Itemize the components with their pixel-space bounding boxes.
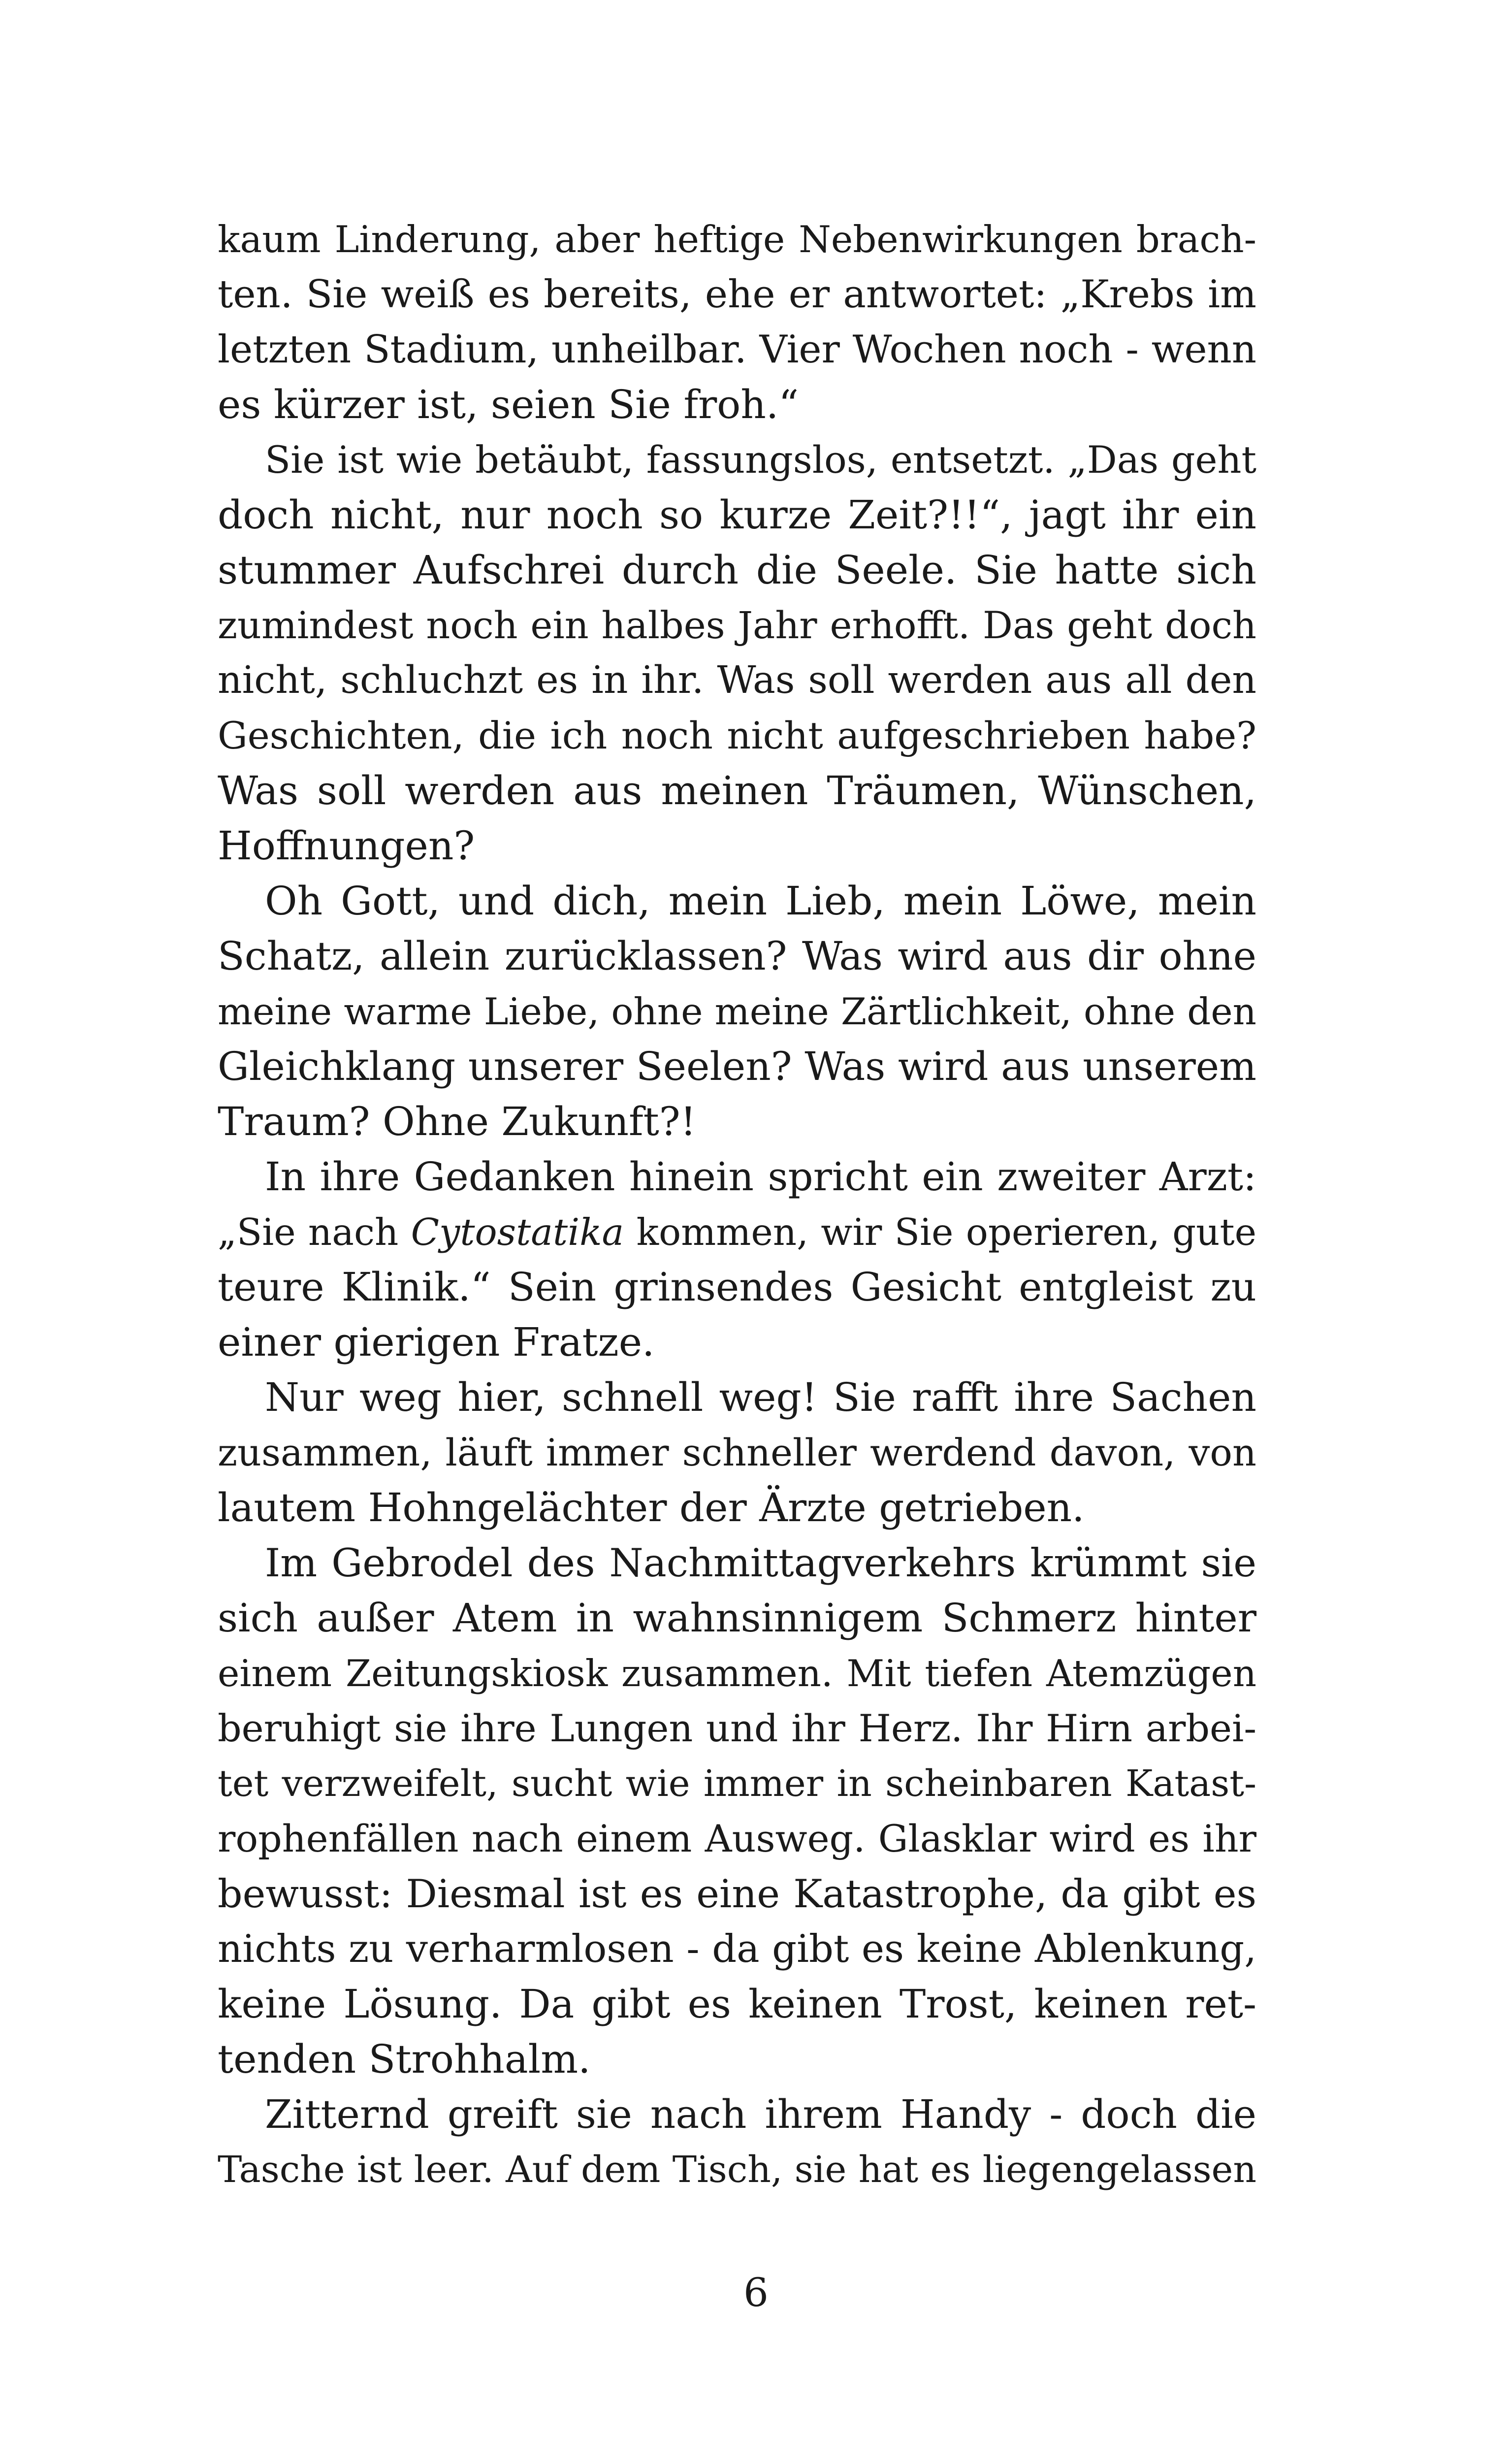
text-line: nicht, schluchzt es in ihr. Was soll werden aus all den [218,658,1256,702]
body-text [218,212,1256,2197]
italic-term: Cytostatika [411,1210,624,1254]
text-line: Sie ist wie betäubt, fassungslos, entsetzt. „Das geht [265,438,1256,482]
text-line: einer gierigen Fratze. [218,1319,655,1365]
text-line [218,1205,1256,1260]
text-line: zumindest noch ein halbes Jahr erhofft. Das geht doch [218,603,1256,647]
text-line: rophenfällen nach einem Ausweg. Glasklar wird es ihr [218,1817,1256,1860]
page-number: 6 [743,2270,769,2315]
text-line: Gleichklang unserer Seelen? Was wird aus unserem [218,1043,1256,1089]
text-line: meine warme Liebe, ohne meine Zärtlichkeit, ohne den [218,990,1256,1033]
text-line: zusammen, läuft immer schneller werdend davon, von [218,1431,1256,1474]
text-line: stummer Aufschrei durch die Seele. Sie hatte sich [218,547,1256,593]
text-line: beruhigt sie ihre Lungen und ihr Herz. Ihr Hirn arbei- [218,1706,1256,1750]
text-line: teure Klinik.“ Sein grinsendes Gesicht entgleist zu [218,1264,1256,1310]
text-line: einem Zeitungskiosk zusammen. Mit tiefen Atemzügen [218,1652,1256,1695]
text-line: Im Gebrodel des Nachmittagverkehrs krümmt sie [265,1540,1256,1586]
text-line: bewusst: Diesmal ist es eine Katastrophe, da gibt es [218,1871,1256,1917]
text-line: keine Lösung. Da gibt es keinen Trost, keinen ret- [218,1981,1256,2027]
text-line: es kürzer ist, seien Sie froh.“ [218,382,799,427]
text-line: sich außer Atem in wahnsinnigem Schmerz hinter [218,1595,1256,1641]
text-line: Geschichten, die ich noch nicht aufgeschrieben habe? [218,714,1256,757]
text-line: Zitternd greift sie nach ihrem Handy - doch die [265,2091,1256,2137]
text-line: Schatz, allein zurücklassen? Was wird aus dir ohne [218,933,1256,979]
text-line: tet verzweifelt, sucht wie immer in scheinbaren Katast- [218,1762,1256,1805]
text-line: ten. Sie weiß es bereits, ehe er antwortet: „Krebs im [218,272,1256,317]
text-line: Hoffnungen? [218,823,475,869]
text-line: letzten Stadium, unheilbar. Vier Wochen noch - wenn [218,327,1256,372]
text-line: kaum Linderung, aber heftige Nebenwirkungen brach- [218,218,1256,261]
text-line: Oh Gott, und dich, mein Lieb, mein Löwe, mein [265,878,1256,924]
text-line: tenden Strohhalm. [218,2036,591,2082]
text-line: Nur weg hier, schnell weg! Sie rafft ihre Sachen [265,1374,1256,1420]
text-line: lautem Hohngelächter der Ärzte getrieben. [218,1485,1085,1531]
text-line: Was soll werden aus meinen Träumen, Wünschen, [218,768,1256,814]
text-line: nichts zu verharmlosen - da gibt es keine Ablenkung, [218,1927,1256,1971]
text-segment: „Sie nach [218,1210,411,1254]
text-line: Traum? Ohne Zukunft?! [218,1099,696,1144]
text-segment: kommen, wir Sie operieren, gute [624,1210,1256,1254]
text-line: In ihre Gedanken hinein spricht ein zweiter Arzt: [265,1154,1256,1200]
text-line: Tasche ist leer. Auf dem Tisch, sie hat es liegengelassen [218,2149,1256,2191]
text-line: doch nicht, nur noch so kurze Zeit?!!“, jagt ihr ein [218,492,1256,538]
